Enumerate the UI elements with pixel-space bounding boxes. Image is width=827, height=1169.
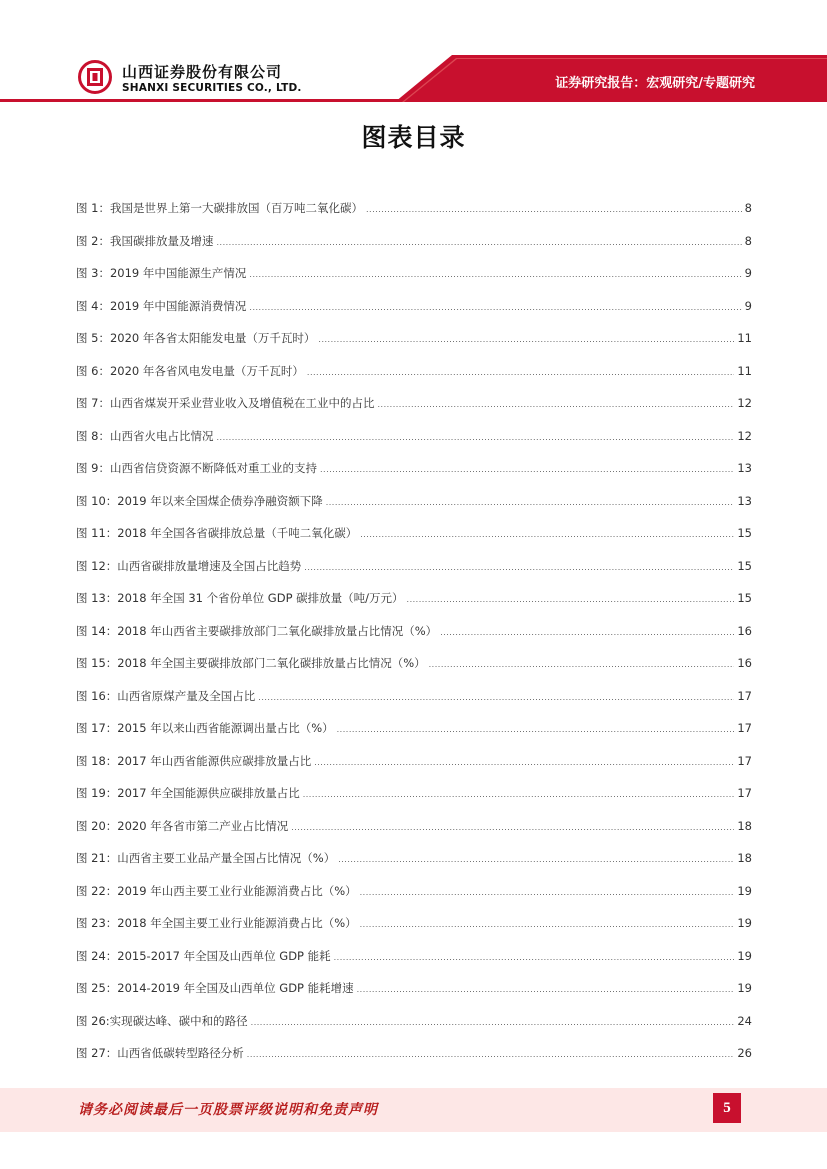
toc-item[interactable] [76, 915, 752, 948]
toc-item[interactable] [76, 428, 752, 461]
toc-dot-leader [440, 628, 734, 637]
toc-item-label: 图 15：2018 年全国主要碳排放部门二氧化碳排放量占比情况（%） [76, 656, 426, 670]
toc-dot-leader [338, 855, 734, 864]
toc-item-page: 12 [737, 428, 752, 443]
toc-item[interactable] [76, 980, 752, 1013]
toc-item-label: 图 2：我国碳排放量及增速 [76, 233, 214, 248]
toc-item-page: 19 [737, 948, 752, 963]
toc-item-page: 26 [737, 1046, 752, 1060]
toc-item-label: 图 11：2018 年全国各省碳排放总量（千吨二氧化碳） [76, 526, 358, 540]
company-name-en: SHANXI SECURITIES CO., LTD. [122, 82, 302, 94]
toc-item-label: 图 20：2020 年各省市第二产业占比情况 [76, 818, 289, 833]
toc-item-label: 图 9：山西省信贷资源不断降低对重工业的支持 [76, 461, 317, 475]
toc-item[interactable] [76, 688, 752, 721]
toc-dot-leader [216, 238, 741, 247]
toc-dot-leader [320, 465, 734, 474]
toc-item-page: 17 [737, 753, 752, 768]
toc-item[interactable] [76, 850, 752, 883]
toc-dot-leader [291, 823, 734, 832]
toc-item-label: 图 27：山西省低碳转型路径分析 [76, 1046, 244, 1060]
page-number: 5 [713, 1093, 741, 1123]
toc-item-label: 图 7：山西省煤炭开采业营业收入及增值税在工业中的占比 [76, 396, 375, 410]
toc-item[interactable] [76, 558, 752, 591]
toc-item-page: 17 [737, 786, 752, 800]
toc-item-label: 图 21：山西省主要工业品产量全国占比情况（%） [76, 851, 336, 865]
toc-item[interactable] [76, 265, 752, 298]
toc-item-label: 图 3：2019 年中国能源生产情况 [76, 266, 247, 280]
toc-item-page: 15 [737, 591, 752, 605]
toc-dot-leader [303, 790, 735, 799]
footer-disclaimer: 请务必阅读最后一页股票评级说明和免责声明 [78, 1102, 378, 1118]
toc-item-label: 图 13：2018 年全国 31 个省份单位 GDP 碳排放量（吨/万元） [76, 591, 404, 605]
report-type: 证券研究报告：宏观研究/专题研究 [555, 76, 755, 91]
toc-item-label: 图 26:实现碳达峰、碳中和的路径 [76, 1013, 248, 1028]
toc-dot-leader [366, 205, 742, 214]
toc-item-page: 19 [737, 916, 752, 930]
toc-item[interactable] [76, 753, 752, 786]
toc-item-page: 18 [737, 818, 752, 833]
toc-item-label: 图 23：2018 年全国主要工业行业能源消费占比（%） [76, 916, 357, 930]
toc-dot-leader [360, 888, 735, 897]
toc-dot-leader [429, 660, 735, 669]
toc-item-page: 17 [737, 688, 752, 703]
toc-dot-leader [314, 758, 734, 767]
toc-item-label: 图 16：山西省原煤产量及全国占比 [76, 688, 256, 703]
toc-dot-leader [360, 920, 735, 929]
toc-item-label: 图 4：2019 年中国能源消费情况 [76, 298, 247, 313]
toc-dot-leader [318, 335, 734, 344]
toc-item-page: 18 [737, 851, 752, 865]
shanxi-securities-logo-icon [78, 60, 112, 94]
toc-item-label: 图 25：2014-2019 年全国及山西单位 GDP 能耗增速 [76, 981, 354, 995]
toc-item-label: 图 19：2017 年全国能源供应碳排放量占比 [76, 786, 300, 800]
toc-item[interactable] [76, 818, 752, 851]
toc-item-page: 19 [737, 981, 752, 995]
toc-item-page: 11 [737, 363, 752, 378]
toc-item[interactable] [76, 623, 752, 656]
toc-item-label: 图 5：2020 年各省太阳能发电量（万千瓦时） [76, 331, 316, 345]
toc-item-page: 19 [737, 883, 752, 898]
toc-item[interactable] [76, 948, 752, 981]
toc-item-label: 图 18：2017 年山西省能源供应碳排放量占比 [76, 753, 312, 768]
toc-dot-leader [326, 498, 735, 507]
toc-item[interactable] [76, 298, 752, 331]
toc-item-page: 8 [744, 201, 752, 215]
toc-dot-leader [377, 400, 734, 409]
toc-item[interactable] [76, 395, 752, 428]
toc-dot-leader [337, 725, 735, 734]
toc-dot-leader [258, 693, 734, 702]
toc-item-label: 图 6：2020 年各省风电发电量（万千瓦时） [76, 363, 304, 378]
toc-item-page: 13 [737, 461, 752, 475]
toc-dot-leader [307, 368, 734, 377]
toc-item[interactable] [76, 1013, 752, 1046]
toc-item-label: 图 10：2019 年以来全国煤企债券净融资额下降 [76, 493, 323, 508]
toc-item-page: 9 [744, 298, 752, 313]
toc-item-page: 12 [737, 396, 752, 410]
toc-item-label: 图 8：山西省火电占比情况 [76, 428, 214, 443]
toc-dot-leader [334, 953, 735, 962]
toc-dot-leader [407, 595, 735, 604]
toc-item-label: 图 12：山西省碳排放量增速及全国占比趋势 [76, 558, 302, 573]
toc-item-page: 16 [737, 623, 752, 638]
toc-item-page: 17 [737, 721, 752, 735]
toc-dot-leader [360, 530, 734, 539]
toc-dot-leader [249, 303, 741, 312]
toc-dot-leader [216, 433, 734, 442]
toc-item-page: 13 [737, 493, 752, 508]
toc-item-label: 图 17：2015 年以来山西省能源调出量占比（%） [76, 721, 334, 735]
toc-item[interactable] [76, 655, 752, 688]
toc-item-page: 9 [744, 266, 752, 280]
toc-item-page: 24 [737, 1013, 752, 1028]
toc-dot-leader [247, 1050, 735, 1059]
toc-item-page: 15 [737, 558, 752, 573]
toc-item[interactable] [76, 720, 752, 753]
toc-item[interactable] [76, 363, 752, 396]
toc-dot-leader [249, 270, 741, 279]
toc-item[interactable] [76, 1045, 752, 1078]
toc-list [76, 200, 752, 1078]
toc-item-page: 8 [744, 233, 752, 248]
toc-item-page: 15 [737, 526, 752, 540]
toc-item-page: 11 [737, 331, 752, 345]
toc-item[interactable] [76, 883, 752, 916]
toc-item[interactable] [76, 330, 752, 363]
toc-item-label: 图 14：2018 年山西省主要碳排放部门二氧化碳排放量占比情况（%） [76, 623, 438, 638]
toc-item[interactable] [76, 200, 752, 233]
toc-item-page: 16 [737, 656, 752, 670]
toc-item[interactable] [76, 493, 752, 526]
toc-item[interactable] [76, 233, 752, 266]
toc-item-label: 图 24：2015-2017 年全国及山西单位 GDP 能耗 [76, 948, 331, 963]
page-header [0, 0, 827, 112]
toc-item[interactable] [76, 525, 752, 558]
toc-item-label: 图 22：2019 年山西主要工业行业能源消费占比（%） [76, 883, 357, 898]
toc-dot-leader [357, 985, 735, 994]
toc-item[interactable] [76, 460, 752, 493]
toc-item[interactable] [76, 590, 752, 623]
toc-item-label: 图 1：我国是世界上第一大碳排放国（百万吨二氧化碳） [76, 201, 363, 215]
page-title: 图表目录 [361, 123, 466, 152]
toc-dot-leader [304, 563, 734, 572]
toc-item[interactable] [76, 785, 752, 818]
company-name-cn: 山西证券股份有限公司 [122, 63, 283, 81]
toc-dot-leader [251, 1018, 735, 1027]
